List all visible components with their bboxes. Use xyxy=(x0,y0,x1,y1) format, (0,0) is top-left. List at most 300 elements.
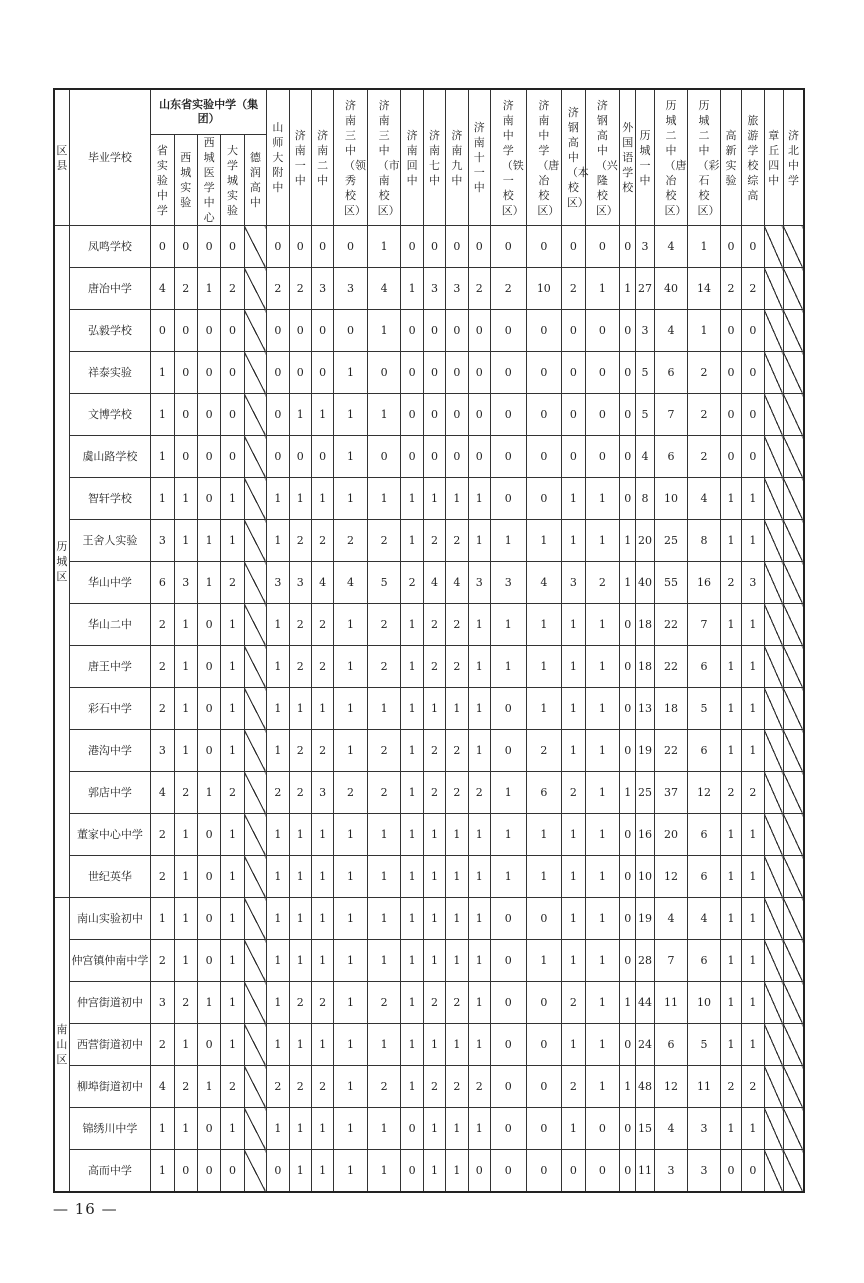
empty-slash-cell xyxy=(783,1066,804,1108)
quota-cell: 1 xyxy=(490,814,526,856)
quota-cell: 0 xyxy=(311,352,333,394)
quota-cell: 1 xyxy=(446,898,468,940)
quota-cell: 1 xyxy=(526,688,562,730)
quota-cell: 1 xyxy=(221,1108,244,1150)
quota-cell: 1 xyxy=(311,1150,333,1193)
quota-cell: 28 xyxy=(636,940,654,982)
quota-cell: 1 xyxy=(562,1024,585,1066)
quota-cell: 0 xyxy=(197,478,220,520)
quota-cell: 0 xyxy=(620,1108,636,1150)
quota-cell: 1 xyxy=(585,604,620,646)
quota-cell: 0 xyxy=(562,394,585,436)
quota-cell: 0 xyxy=(311,436,333,478)
quota-cell: 1 xyxy=(267,898,289,940)
table-row xyxy=(54,1024,804,1066)
empty-slash-cell xyxy=(764,1108,783,1150)
quota-cell: 4 xyxy=(654,310,688,352)
quota-cell: 1 xyxy=(334,478,368,520)
quota-cell: 2 xyxy=(311,1066,333,1108)
quota-cell: 1 xyxy=(562,1108,585,1150)
quota-cell: 1 xyxy=(720,604,741,646)
quota-cell: 0 xyxy=(620,814,636,856)
district-header: 区县 xyxy=(54,89,69,226)
table-row xyxy=(54,772,804,814)
quota-cell: 1 xyxy=(562,688,585,730)
empty-slash-cell xyxy=(783,604,804,646)
empty-slash-cell xyxy=(783,898,804,940)
quota-cell: 2 xyxy=(742,268,764,310)
quota-cell: 0 xyxy=(585,1108,620,1150)
quota-cell: 5 xyxy=(636,352,654,394)
school-name-cell: 董家中心中学 xyxy=(69,814,150,856)
empty-slash-cell xyxy=(244,814,266,856)
empty-slash-cell xyxy=(764,478,783,520)
quota-cell: 2 xyxy=(151,856,174,898)
quota-cell: 1 xyxy=(151,898,174,940)
table-row xyxy=(54,1150,804,1193)
quota-cell: 1 xyxy=(334,394,368,436)
quota-cell: 1 xyxy=(401,604,423,646)
empty-slash-cell xyxy=(764,688,783,730)
quota-cell: 1 xyxy=(311,1108,333,1150)
quota-cell: 0 xyxy=(423,352,445,394)
quota-cell: 3 xyxy=(267,562,289,604)
table-row xyxy=(54,604,804,646)
quota-cell: 0 xyxy=(221,394,244,436)
quota-cell: 0 xyxy=(423,226,445,268)
quota-cell: 0 xyxy=(585,352,620,394)
school-name-cell: 华山中学 xyxy=(69,562,150,604)
quota-cell: 0 xyxy=(620,688,636,730)
quota-cell: 2 xyxy=(423,730,445,772)
quota-cell: 0 xyxy=(221,436,244,478)
quota-cell: 55 xyxy=(654,562,688,604)
group-col-header: 德润高中 xyxy=(244,135,266,226)
quota-cell: 1 xyxy=(267,1024,289,1066)
quota-cell: 1 xyxy=(401,898,423,940)
quota-cell: 10 xyxy=(654,478,688,520)
quota-cell: 12 xyxy=(654,1066,688,1108)
quota-cell: 2 xyxy=(367,604,401,646)
quota-cell: 0 xyxy=(490,982,526,1024)
quota-cell: 1 xyxy=(289,1024,311,1066)
quota-cell: 0 xyxy=(401,310,423,352)
col-header: 济南一中 xyxy=(289,89,311,226)
quota-cell: 1 xyxy=(490,604,526,646)
quota-cell: 0 xyxy=(151,226,174,268)
quota-cell: 0 xyxy=(174,1150,197,1193)
quota-cell: 1 xyxy=(311,814,333,856)
quota-cell: 1 xyxy=(174,1024,197,1066)
quota-cell: 1 xyxy=(197,268,220,310)
quota-cell: 22 xyxy=(654,604,688,646)
quota-cell: 13 xyxy=(636,688,654,730)
quota-cell: 0 xyxy=(490,730,526,772)
quota-cell: 2 xyxy=(221,562,244,604)
quota-cell: 1 xyxy=(490,856,526,898)
quota-cell: 1 xyxy=(221,730,244,772)
quota-cell: 0 xyxy=(174,436,197,478)
quota-cell: 0 xyxy=(620,898,636,940)
quota-cell: 2 xyxy=(446,604,468,646)
quota-cell: 0 xyxy=(221,1150,244,1193)
empty-slash-cell xyxy=(244,898,266,940)
quota-cell: 1 xyxy=(221,814,244,856)
quota-cell: 1 xyxy=(720,856,741,898)
quota-cell: 0 xyxy=(585,394,620,436)
school-name-cell: 仲宫镇仲南中学 xyxy=(69,940,150,982)
col-header: 旅游学校综高 xyxy=(742,89,764,226)
quota-cell: 0 xyxy=(197,730,220,772)
quota-cell: 1 xyxy=(490,646,526,688)
quota-cell: 0 xyxy=(289,226,311,268)
empty-slash-cell xyxy=(764,646,783,688)
quota-cell: 0 xyxy=(526,352,562,394)
quota-cell: 1 xyxy=(289,1150,311,1193)
quota-cell: 1 xyxy=(490,520,526,562)
quota-cell: 2 xyxy=(174,1066,197,1108)
quota-cell: 1 xyxy=(197,520,220,562)
quota-cell: 0 xyxy=(742,394,764,436)
quota-cell: 4 xyxy=(636,436,654,478)
quota-cell: 0 xyxy=(197,856,220,898)
quota-cell: 0 xyxy=(620,1150,636,1193)
quota-cell: 1 xyxy=(585,898,620,940)
quota-cell: 1 xyxy=(267,730,289,772)
quota-cell: 1 xyxy=(468,604,490,646)
quota-cell: 1 xyxy=(151,352,174,394)
quota-cell: 1 xyxy=(367,394,401,436)
quota-cell: 1 xyxy=(174,1108,197,1150)
table-row xyxy=(54,856,804,898)
quota-cell: 1 xyxy=(221,688,244,730)
quota-cell: 1 xyxy=(423,940,445,982)
quota-cell: 2 xyxy=(367,520,401,562)
empty-slash-cell xyxy=(244,604,266,646)
quota-cell: 1 xyxy=(446,814,468,856)
quota-cell: 2 xyxy=(367,982,401,1024)
quota-cell: 1 xyxy=(151,1150,174,1193)
quota-cell: 1 xyxy=(311,898,333,940)
quota-cell: 2 xyxy=(468,1066,490,1108)
quota-cell: 2 xyxy=(267,1066,289,1108)
quota-cell: 1 xyxy=(311,478,333,520)
quota-cell: 6 xyxy=(688,730,721,772)
quota-cell: 0 xyxy=(311,226,333,268)
quota-cell: 6 xyxy=(688,856,721,898)
quota-cell: 1 xyxy=(267,478,289,520)
quota-cell: 1 xyxy=(742,940,764,982)
quota-cell: 1 xyxy=(401,646,423,688)
quota-cell: 15 xyxy=(636,1108,654,1150)
quota-cell: 40 xyxy=(636,562,654,604)
quota-cell: 0 xyxy=(267,226,289,268)
quota-cell: 0 xyxy=(197,1024,220,1066)
quota-cell: 2 xyxy=(311,730,333,772)
table-row xyxy=(54,982,804,1024)
empty-slash-cell xyxy=(244,352,266,394)
quota-cell: 1 xyxy=(742,982,764,1024)
quota-cell: 0 xyxy=(620,394,636,436)
empty-slash-cell xyxy=(764,1066,783,1108)
quota-cell: 7 xyxy=(654,940,688,982)
empty-slash-cell xyxy=(244,688,266,730)
table-row xyxy=(54,394,804,436)
empty-slash-cell xyxy=(244,856,266,898)
quota-cell: 0 xyxy=(197,1150,220,1193)
quota-cell: 1 xyxy=(151,478,174,520)
quota-cell: 0 xyxy=(446,352,468,394)
school-name-cell: 华山二中 xyxy=(69,604,150,646)
quota-cell: 0 xyxy=(267,394,289,436)
quota-cell: 1 xyxy=(174,688,197,730)
quota-cell: 0 xyxy=(720,436,741,478)
col-header: 历城一中 xyxy=(636,89,654,226)
quota-cell: 1 xyxy=(367,1108,401,1150)
quota-cell: 0 xyxy=(468,1150,490,1193)
quota-cell: 12 xyxy=(654,856,688,898)
quota-cell: 4 xyxy=(446,562,468,604)
quota-cell: 1 xyxy=(468,814,490,856)
empty-slash-cell xyxy=(244,1066,266,1108)
quota-cell: 0 xyxy=(197,814,220,856)
quota-cell: 4 xyxy=(688,898,721,940)
quota-cell: 6 xyxy=(688,940,721,982)
quota-cell: 2 xyxy=(221,268,244,310)
empty-slash-cell xyxy=(764,352,783,394)
quota-cell: 0 xyxy=(562,352,585,394)
quota-cell: 1 xyxy=(151,394,174,436)
quota-cell: 0 xyxy=(197,940,220,982)
table-row xyxy=(54,562,804,604)
quota-cell: 1 xyxy=(468,520,490,562)
quota-cell: 2 xyxy=(334,772,368,814)
quota-cell: 1 xyxy=(367,940,401,982)
quota-cell: 1 xyxy=(334,436,368,478)
empty-slash-cell xyxy=(764,436,783,478)
quota-cell: 1 xyxy=(334,814,368,856)
school-name-cell: 南山实验初中 xyxy=(69,898,150,940)
quota-cell: 1 xyxy=(423,688,445,730)
quota-cell: 1 xyxy=(401,1024,423,1066)
quota-cell: 1 xyxy=(526,646,562,688)
empty-slash-cell xyxy=(783,310,804,352)
quota-cell: 6 xyxy=(688,814,721,856)
quota-cell: 1 xyxy=(267,604,289,646)
quota-cell: 1 xyxy=(720,730,741,772)
quota-cell: 0 xyxy=(367,352,401,394)
quota-cell: 0 xyxy=(401,436,423,478)
quota-cell: 14 xyxy=(688,268,721,310)
quota-cell: 25 xyxy=(654,520,688,562)
group-header: 山东省实验中学（集团） xyxy=(151,89,267,135)
empty-slash-cell xyxy=(764,772,783,814)
quota-cell: 1 xyxy=(289,394,311,436)
col-header: 济南三中（市南校区） xyxy=(367,89,401,226)
quota-cell: 7 xyxy=(688,604,721,646)
quota-cell: 0 xyxy=(585,226,620,268)
quota-cell: 1 xyxy=(423,1108,445,1150)
quota-cell: 2 xyxy=(720,772,741,814)
quota-cell: 1 xyxy=(585,1024,620,1066)
quota-cell: 0 xyxy=(197,352,220,394)
quota-cell: 0 xyxy=(562,1150,585,1193)
empty-slash-cell xyxy=(244,520,266,562)
school-name-cell: 凤鸣学校 xyxy=(69,226,150,268)
page-number: — 16 — xyxy=(53,1200,118,1218)
quota-cell: 1 xyxy=(289,478,311,520)
quota-cell: 1 xyxy=(221,478,244,520)
quota-cell: 0 xyxy=(197,646,220,688)
quota-cell: 0 xyxy=(174,226,197,268)
empty-slash-cell xyxy=(764,268,783,310)
table-header xyxy=(54,89,804,226)
school-name-cell: 彩石中学 xyxy=(69,688,150,730)
quota-cell: 1 xyxy=(423,856,445,898)
empty-slash-cell xyxy=(783,226,804,268)
quota-cell: 24 xyxy=(636,1024,654,1066)
quota-cell: 1 xyxy=(720,982,741,1024)
quota-cell: 2 xyxy=(446,730,468,772)
quota-cell: 1 xyxy=(221,1024,244,1066)
table-row xyxy=(54,1108,804,1150)
quota-cell: 0 xyxy=(401,394,423,436)
quota-cell: 0 xyxy=(289,352,311,394)
group-col-header: 西城实验 xyxy=(174,135,197,226)
quota-cell: 1 xyxy=(468,688,490,730)
quota-cell: 1 xyxy=(423,1024,445,1066)
quota-cell: 4 xyxy=(151,268,174,310)
quota-cell: 3 xyxy=(311,268,333,310)
quota-cell: 1 xyxy=(720,520,741,562)
quota-cell: 0 xyxy=(620,310,636,352)
quota-cell: 1 xyxy=(174,856,197,898)
quota-cell: 2 xyxy=(423,520,445,562)
quota-cell: 1 xyxy=(151,436,174,478)
quota-cell: 1 xyxy=(720,814,741,856)
quota-cell: 3 xyxy=(151,730,174,772)
quota-cell: 1 xyxy=(562,814,585,856)
quota-cell: 1 xyxy=(620,520,636,562)
quota-cell: 2 xyxy=(174,268,197,310)
quota-cell: 3 xyxy=(562,562,585,604)
group-col-header: 省实验中学 xyxy=(151,135,174,226)
quota-cell: 1 xyxy=(585,688,620,730)
quota-cell: 1 xyxy=(221,982,244,1024)
table-row xyxy=(54,940,804,982)
quota-cell: 1 xyxy=(688,226,721,268)
quota-cell: 1 xyxy=(742,814,764,856)
quota-cell: 2 xyxy=(468,772,490,814)
col-header: 济南十一中 xyxy=(468,89,490,226)
school-name-cell: 虞山路学校 xyxy=(69,436,150,478)
quota-cell: 1 xyxy=(423,478,445,520)
quota-cell: 1 xyxy=(562,604,585,646)
quota-cell: 0 xyxy=(401,352,423,394)
quota-cell: 1 xyxy=(446,1108,468,1150)
school-name-cell: 西营街道初中 xyxy=(69,1024,150,1066)
quota-cell: 3 xyxy=(636,226,654,268)
school-name-cell: 文博学校 xyxy=(69,394,150,436)
quota-cell: 1 xyxy=(742,646,764,688)
quota-cell: 3 xyxy=(151,520,174,562)
quota-cell: 0 xyxy=(742,436,764,478)
quota-cell: 2 xyxy=(289,730,311,772)
empty-slash-cell xyxy=(244,772,266,814)
quota-cell: 1 xyxy=(334,1108,368,1150)
quota-cell: 1 xyxy=(490,772,526,814)
quota-cell: 0 xyxy=(585,310,620,352)
quota-cell: 1 xyxy=(620,562,636,604)
quota-cell: 1 xyxy=(401,688,423,730)
quota-cell: 1 xyxy=(620,1066,636,1108)
quota-cell: 1 xyxy=(468,982,490,1024)
quota-cell: 1 xyxy=(742,478,764,520)
quota-cell: 0 xyxy=(490,394,526,436)
empty-slash-cell xyxy=(764,940,783,982)
quota-cell: 1 xyxy=(334,898,368,940)
quota-cell: 1 xyxy=(423,814,445,856)
quota-cell: 2 xyxy=(688,394,721,436)
quota-cell: 18 xyxy=(636,646,654,688)
quota-cell: 2 xyxy=(311,982,333,1024)
quota-cell: 2 xyxy=(423,646,445,688)
empty-slash-cell xyxy=(764,1024,783,1066)
quota-cell: 2 xyxy=(367,646,401,688)
quota-cell: 0 xyxy=(468,436,490,478)
col-header: 济南中学（唐冶校区） xyxy=(526,89,562,226)
quota-cell: 0 xyxy=(526,226,562,268)
quota-cell: 4 xyxy=(367,268,401,310)
quota-cell: 0 xyxy=(468,352,490,394)
quota-cell: 0 xyxy=(334,226,368,268)
quota-cell: 0 xyxy=(151,310,174,352)
empty-slash-cell xyxy=(783,268,804,310)
quota-cell: 2 xyxy=(446,520,468,562)
quota-cell: 1 xyxy=(468,856,490,898)
quota-cell: 1 xyxy=(334,352,368,394)
district-cell: 南山区 xyxy=(54,898,69,1193)
quota-cell: 2 xyxy=(742,772,764,814)
quota-cell: 0 xyxy=(197,436,220,478)
quota-cell: 2 xyxy=(311,646,333,688)
quota-cell: 1 xyxy=(468,1024,490,1066)
empty-slash-cell xyxy=(783,1150,804,1193)
quota-cell: 1 xyxy=(311,688,333,730)
quota-cell: 1 xyxy=(334,646,368,688)
group-col-header: 大学城实验 xyxy=(221,135,244,226)
quota-cell: 1 xyxy=(720,898,741,940)
empty-slash-cell xyxy=(764,604,783,646)
quota-cell: 0 xyxy=(446,310,468,352)
quota-cell: 3 xyxy=(151,982,174,1024)
quota-cell: 2 xyxy=(289,982,311,1024)
quota-cell: 0 xyxy=(720,394,741,436)
quota-cell: 8 xyxy=(636,478,654,520)
quota-cell: 0 xyxy=(490,310,526,352)
quota-cell: 6 xyxy=(526,772,562,814)
quota-cell: 1 xyxy=(267,688,289,730)
quota-cell: 0 xyxy=(620,856,636,898)
quota-cell: 37 xyxy=(654,772,688,814)
quota-cell: 0 xyxy=(197,226,220,268)
empty-slash-cell xyxy=(244,730,266,772)
quota-cell: 0 xyxy=(742,310,764,352)
table-row xyxy=(54,730,804,772)
quota-cell: 2 xyxy=(585,562,620,604)
school-name-cell: 祥泰实验 xyxy=(69,352,150,394)
empty-slash-cell xyxy=(244,982,266,1024)
